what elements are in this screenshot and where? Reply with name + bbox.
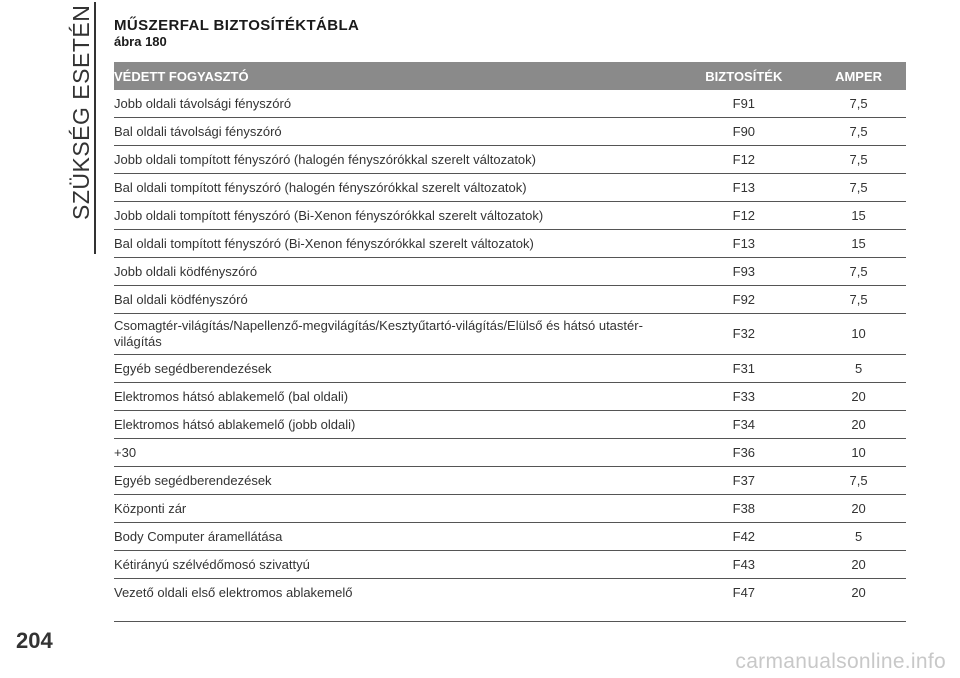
table-row — [114, 495, 906, 523]
table-row — [114, 467, 906, 495]
consumer-cell: Csomagtér-világítás/Napellenző-megvilágítás/Kesztyűtartó-világítás/Elülső és hátsó utastér-világítás — [114, 314, 677, 355]
consumer-cell: +30 — [114, 439, 677, 467]
amp-cell: 20 — [811, 383, 906, 411]
amp-cell: 5 — [811, 523, 906, 551]
fuse-cell: F31 — [677, 355, 812, 383]
table-row — [114, 258, 906, 286]
table-row — [114, 383, 906, 411]
consumer-cell: Központi zár — [114, 495, 677, 523]
fuse-cell: F33 — [677, 383, 812, 411]
fuse-cell: F32 — [677, 314, 812, 355]
table-title: MŰSZERFAL BIZTOSÍTÉKTÁBLA — [114, 17, 360, 34]
consumer-cell: Kétirányú szélvédőmosó szivattyú — [114, 551, 677, 579]
consumer-cell: Vezető oldali első elektromos ablakemelő — [114, 579, 677, 622]
table-row — [114, 551, 906, 579]
consumer-cell: Egyéb segédberendezések — [114, 355, 677, 383]
amp-cell: 7,5 — [811, 258, 906, 286]
fuse-cell: F42 — [677, 523, 812, 551]
consumer-cell: Jobb oldali távolsági fényszóró — [114, 90, 677, 118]
table-row — [114, 439, 906, 467]
figure-reference: ábra 180 — [114, 34, 167, 49]
table-row — [114, 118, 906, 146]
table-heading — [114, 18, 359, 49]
consumer-cell: Jobb oldali tompított fényszóró (Bi-Xenon fényszórókkal szerelt változatok) — [114, 202, 677, 230]
amp-cell: 20 — [811, 495, 906, 523]
fuse-cell: F36 — [677, 439, 812, 467]
fuse-cell: F12 — [677, 202, 812, 230]
consumer-cell: Body Computer áramellátása — [114, 523, 677, 551]
fuse-cell: F92 — [677, 286, 812, 314]
table-row — [114, 523, 906, 551]
table-row — [114, 146, 906, 174]
fuse-cell: F34 — [677, 411, 812, 439]
table-row — [114, 202, 906, 230]
table-row — [114, 230, 906, 258]
fuse-cell: F93 — [677, 258, 812, 286]
amp-cell: 20 — [811, 411, 906, 439]
consumer-cell: Bal oldali tompított fényszóró (halogén fényszórókkal szerelt változatok) — [114, 174, 677, 202]
table-row — [114, 579, 906, 622]
amp-cell: 7,5 — [811, 174, 906, 202]
fuse-cell: F90 — [677, 118, 812, 146]
amp-cell: 15 — [811, 202, 906, 230]
table-row — [114, 90, 906, 118]
section-tab — [56, 4, 106, 220]
amp-cell: 5 — [811, 355, 906, 383]
amp-cell: 10 — [811, 439, 906, 467]
fuse-cell: F12 — [677, 146, 812, 174]
section-title: SZÜKSÉG ESETÉN — [68, 4, 94, 220]
watermark: carmanualsonline.info — [735, 650, 946, 673]
fuse-cell: F91 — [677, 90, 812, 118]
consumer-cell: Bal oldali ködfényszóró — [114, 286, 677, 314]
consumer-cell: Elektromos hátsó ablakemelő (jobb oldali) — [114, 411, 677, 439]
column-header-consumer: VÉDETT FOGYASZTÓ — [114, 62, 677, 90]
table-row — [114, 286, 906, 314]
table-row — [114, 411, 906, 439]
amp-cell: 7,5 — [811, 286, 906, 314]
table-row — [114, 174, 906, 202]
fuse-cell: F13 — [677, 230, 812, 258]
amp-cell: 10 — [811, 314, 906, 355]
amp-cell: 7,5 — [811, 146, 906, 174]
fuse-cell: F47 — [677, 579, 812, 622]
column-header-amp: AMPER — [811, 62, 906, 90]
column-header-fuse: BIZTOSÍTÉK — [677, 62, 812, 90]
consumer-cell: Bal oldali tompított fényszóró (Bi-Xenon fényszórókkal szerelt változatok) — [114, 230, 677, 258]
fuse-cell: F43 — [677, 551, 812, 579]
table-header-row — [114, 62, 906, 90]
section-divider — [94, 2, 96, 254]
fuse-cell: F38 — [677, 495, 812, 523]
amp-cell: 20 — [811, 579, 906, 622]
table-row — [114, 314, 906, 355]
amp-cell: 20 — [811, 551, 906, 579]
amp-cell: 7,5 — [811, 90, 906, 118]
table-row — [114, 355, 906, 383]
consumer-cell: Bal oldali távolsági fényszóró — [114, 118, 677, 146]
amp-cell: 15 — [811, 230, 906, 258]
consumer-cell: Elektromos hátsó ablakemelő (bal oldali) — [114, 383, 677, 411]
amp-cell: 7,5 — [811, 118, 906, 146]
fuse-cell: F13 — [677, 174, 812, 202]
consumer-cell: Jobb oldali tompított fényszóró (halogén fényszórókkal szerelt változatok) — [114, 146, 677, 174]
fuse-cell: F37 — [677, 467, 812, 495]
page-number: 204 — [16, 628, 53, 653]
consumer-cell: Jobb oldali ködfényszóró — [114, 258, 677, 286]
consumer-cell: Egyéb segédberendezések — [114, 467, 677, 495]
fuse-table — [114, 62, 906, 622]
amp-cell: 7,5 — [811, 467, 906, 495]
